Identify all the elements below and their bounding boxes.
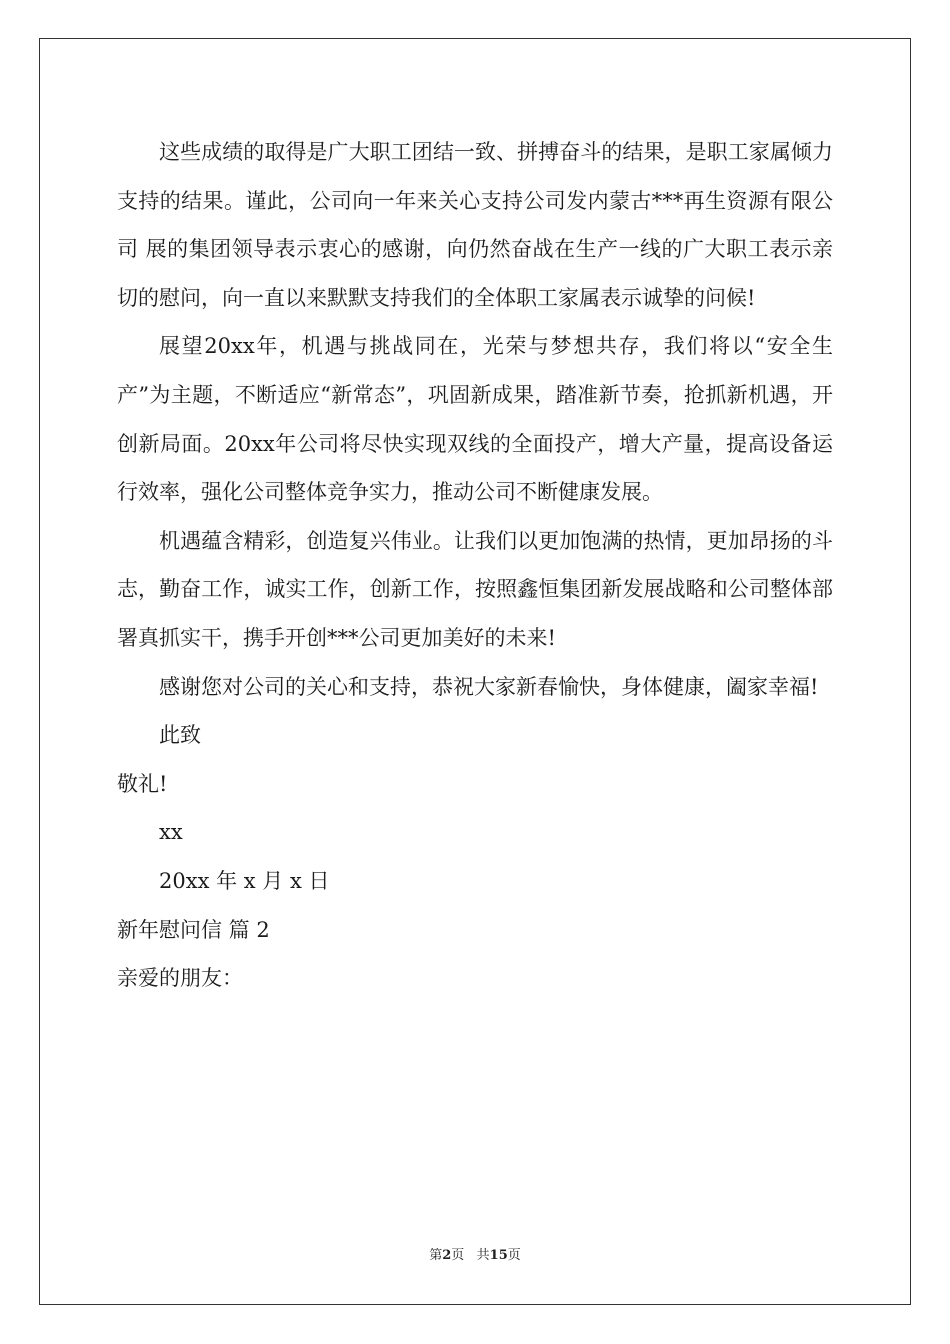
greeting-line: 亲爱的朋友：: [117, 966, 243, 991]
footer-middle: 页 共: [451, 1248, 490, 1263]
paragraph: 展望20xx年，机遇与挑战同在，光荣与梦想共存，我们将以“安全生产”为主题，不断适应“新常态”，巩固新成果，踏准新节奏，抢抓新机遇，开创新局面。20xx年公司将尽快实现双线的全面投产，增大产量，提高设备运行效率，强化公司整体竞争实力，推动公司不断健康发展。: [117, 334, 833, 505]
footer-prefix: 第: [429, 1248, 443, 1263]
paragraph: 这些成绩的取得是广大职工团结一致、拼搏奋斗的结果，是职工家属倾力支持的结果。谨此，公司向一年来关心支持公司发内蒙古***再生资源有限公司 展的集团领导表示衷心的感谢，向仍然奋战在生产一线的广大职工表示亲切的慰问，向一直以来默默支持我们的全体职工家属表示诚挚的问候!: [117, 140, 833, 310]
salute-line: 敬礼!: [117, 771, 168, 796]
section-title: 新年慰问信 篇 2: [117, 917, 270, 942]
footer-suffix: 页: [507, 1248, 521, 1263]
paragraph: 感谢您对公司的关心和支持，恭祝大家新春愉快，身体健康，阖家幸福!: [159, 674, 819, 699]
page-footer: [0, 1247, 950, 1265]
current-page-number: 2: [442, 1248, 452, 1263]
closing-line: 此致: [159, 723, 201, 748]
total-pages-number: 15: [489, 1248, 508, 1263]
letter-date: 20xx 年 x 月 x 日: [159, 868, 330, 893]
paragraph: 机遇蕴含精彩，创造复兴伟业。让我们以更加饱满的热情，更加昂扬的斗志，勤奋工作，诚实工作，创新工作，按照鑫恒集团新发展战略和公司整体部署真抓实干，携手开创***公司更加美好的未来!: [117, 528, 833, 650]
signature: xx: [159, 820, 183, 845]
document-body: [117, 128, 833, 1003]
